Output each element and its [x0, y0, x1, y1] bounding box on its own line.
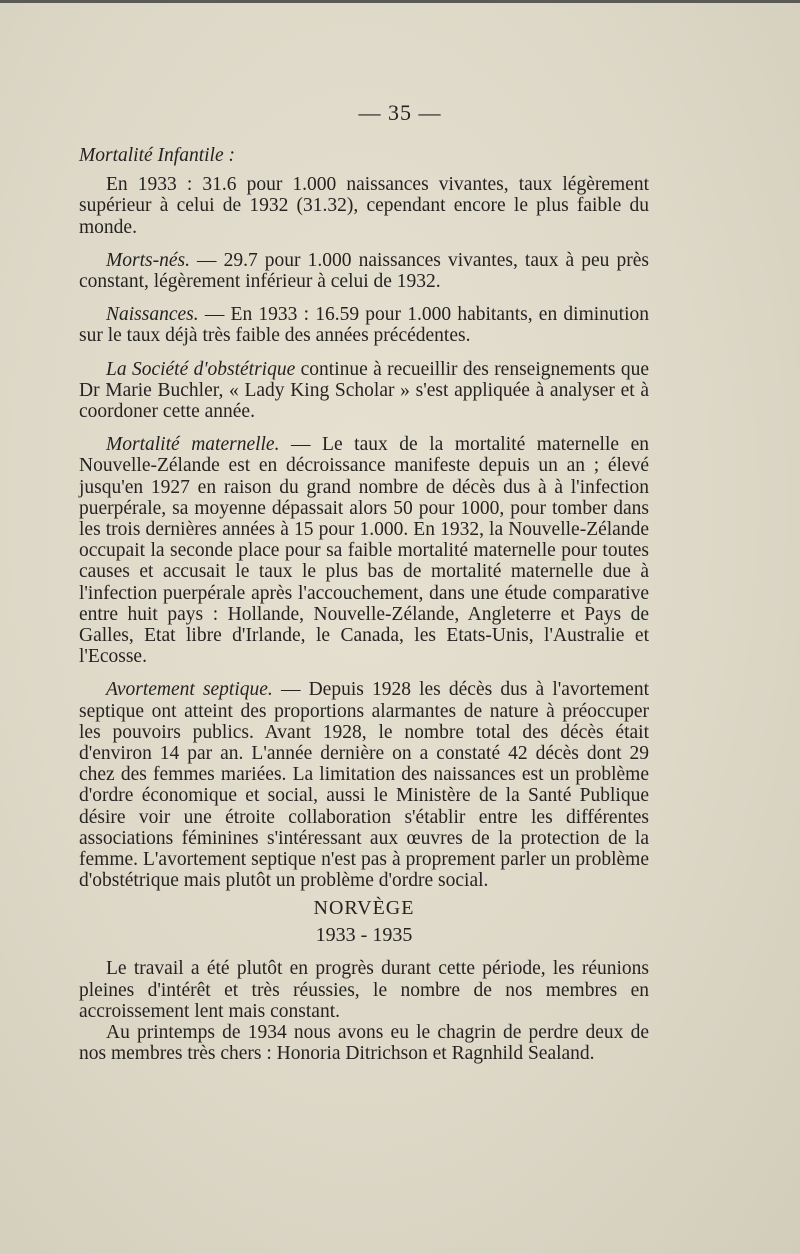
paragraph-stillbirths [79, 250, 649, 292]
paragraph-obstetric-society [79, 359, 649, 423]
lead-births: Naissances. [106, 304, 199, 326]
text-births: — En 1933 : 16.59 pour 1.000 habitants, en diminution sur le taux déjà très faible des années précédentes. [79, 304, 649, 347]
section-norway [79, 898, 649, 1064]
text-maternal-mortality: — Le taux de la mortalité maternelle en Nouvelle-Zélande est en décroissance manifeste depuis un an ; élevé jusqu'en 1927 en raison du grand nombre de décès dus à à l'infection puerpérale, sa moyenne dépassait alors 50 pour 1000, pour tomber dans les trois dernières années à 15 pour 1.000. En 1932, la Nouvelle-Zélande occupait la seconde place pour sa faible mortalité maternelle pour toutes causes et accusait le taux le plus bas de mortalité maternelle due à l'infection puerpérale après l'accouchement, dans une étude comparative entre huit pays : Hollande, Nouvelle-Zélande, Angleterre et Pays de Galles, Etat libre d'Irlande, le Canada, les Etats-Unis, l'Australie et l'Ecosse. [79, 434, 649, 668]
section-years: 1933 - 1935 [315, 924, 413, 947]
paragraph-maternal-mortality [79, 434, 649, 667]
text-obstetric-society: continue à recueillir des renseignements que Dr Marie Buchler, « Lady King Scholar » s'est appliquée à analyser et à coordoner cette année. [79, 358, 649, 423]
page-number: — 35 — [358, 100, 442, 125]
paragraph-septic-abortion [79, 679, 649, 891]
paragraph-births [79, 304, 649, 346]
top-edge-line [0, 0, 800, 3]
lead-obstetric-society: La Société d'obstétrique [106, 358, 296, 380]
section-title: NORVÈGE [313, 897, 415, 919]
lead-stillbirths: Morts-nés. [106, 249, 190, 271]
main-text [79, 140, 649, 904]
text-stillbirths: — 29.7 pour 1.000 naissances vivantes, taux à peu près constant, légèrement inférieur à celui de 1932. [79, 249, 649, 293]
lead-septic-abortion: Avortement septique. [106, 679, 273, 701]
paragraph-infant-mortality: En 1933 : 31.6 pour 1.000 naissances vivantes, taux légèrement supérieur à celui de 1932 (31.32), cependant encore le plus faible du monde. [79, 174, 649, 238]
section-heading-infant-mortality: Mortalité Infantile : [79, 145, 235, 166]
text-septic-abortion: — Depuis 1928 les décès dus à l'avortement septique ont atteint des proportions alarmantes de nature à préoccuper les pouvoirs publics. Avant 1928, le nombre total des décès était d'environ 14 par an. L'année dernière on a constaté 42 décès dont 29 chez des femmes mariées. La limitation des naissances est un problème d'ordre économique et social, aussi le Ministère de la Santé Publique désire voir une étroite collaboration s'établir entre les différentes associations féminines s'intéressant aux œuvres de la protection de la femme. L'avortement septique n'est pas à proprement parler un problème d'obstétrique mais plutôt un problème d'ordre social. [79, 679, 649, 892]
paragraph-norway-members: Au printemps de 1934 nous avons eu le chagrin de perdre deux de nos membres très chers : Honoria Ditrichson et Ragnhild Sealand. [79, 1022, 649, 1065]
paragraph-norway-work: Le travail a été plutôt en progrès durant cette période, les réunions pleines d'intérêt et très réussies, le nombre de nos membres en accroissement lent mais constant. [79, 958, 649, 1022]
lead-maternal-mortality: Mortalité maternelle. [106, 434, 280, 456]
